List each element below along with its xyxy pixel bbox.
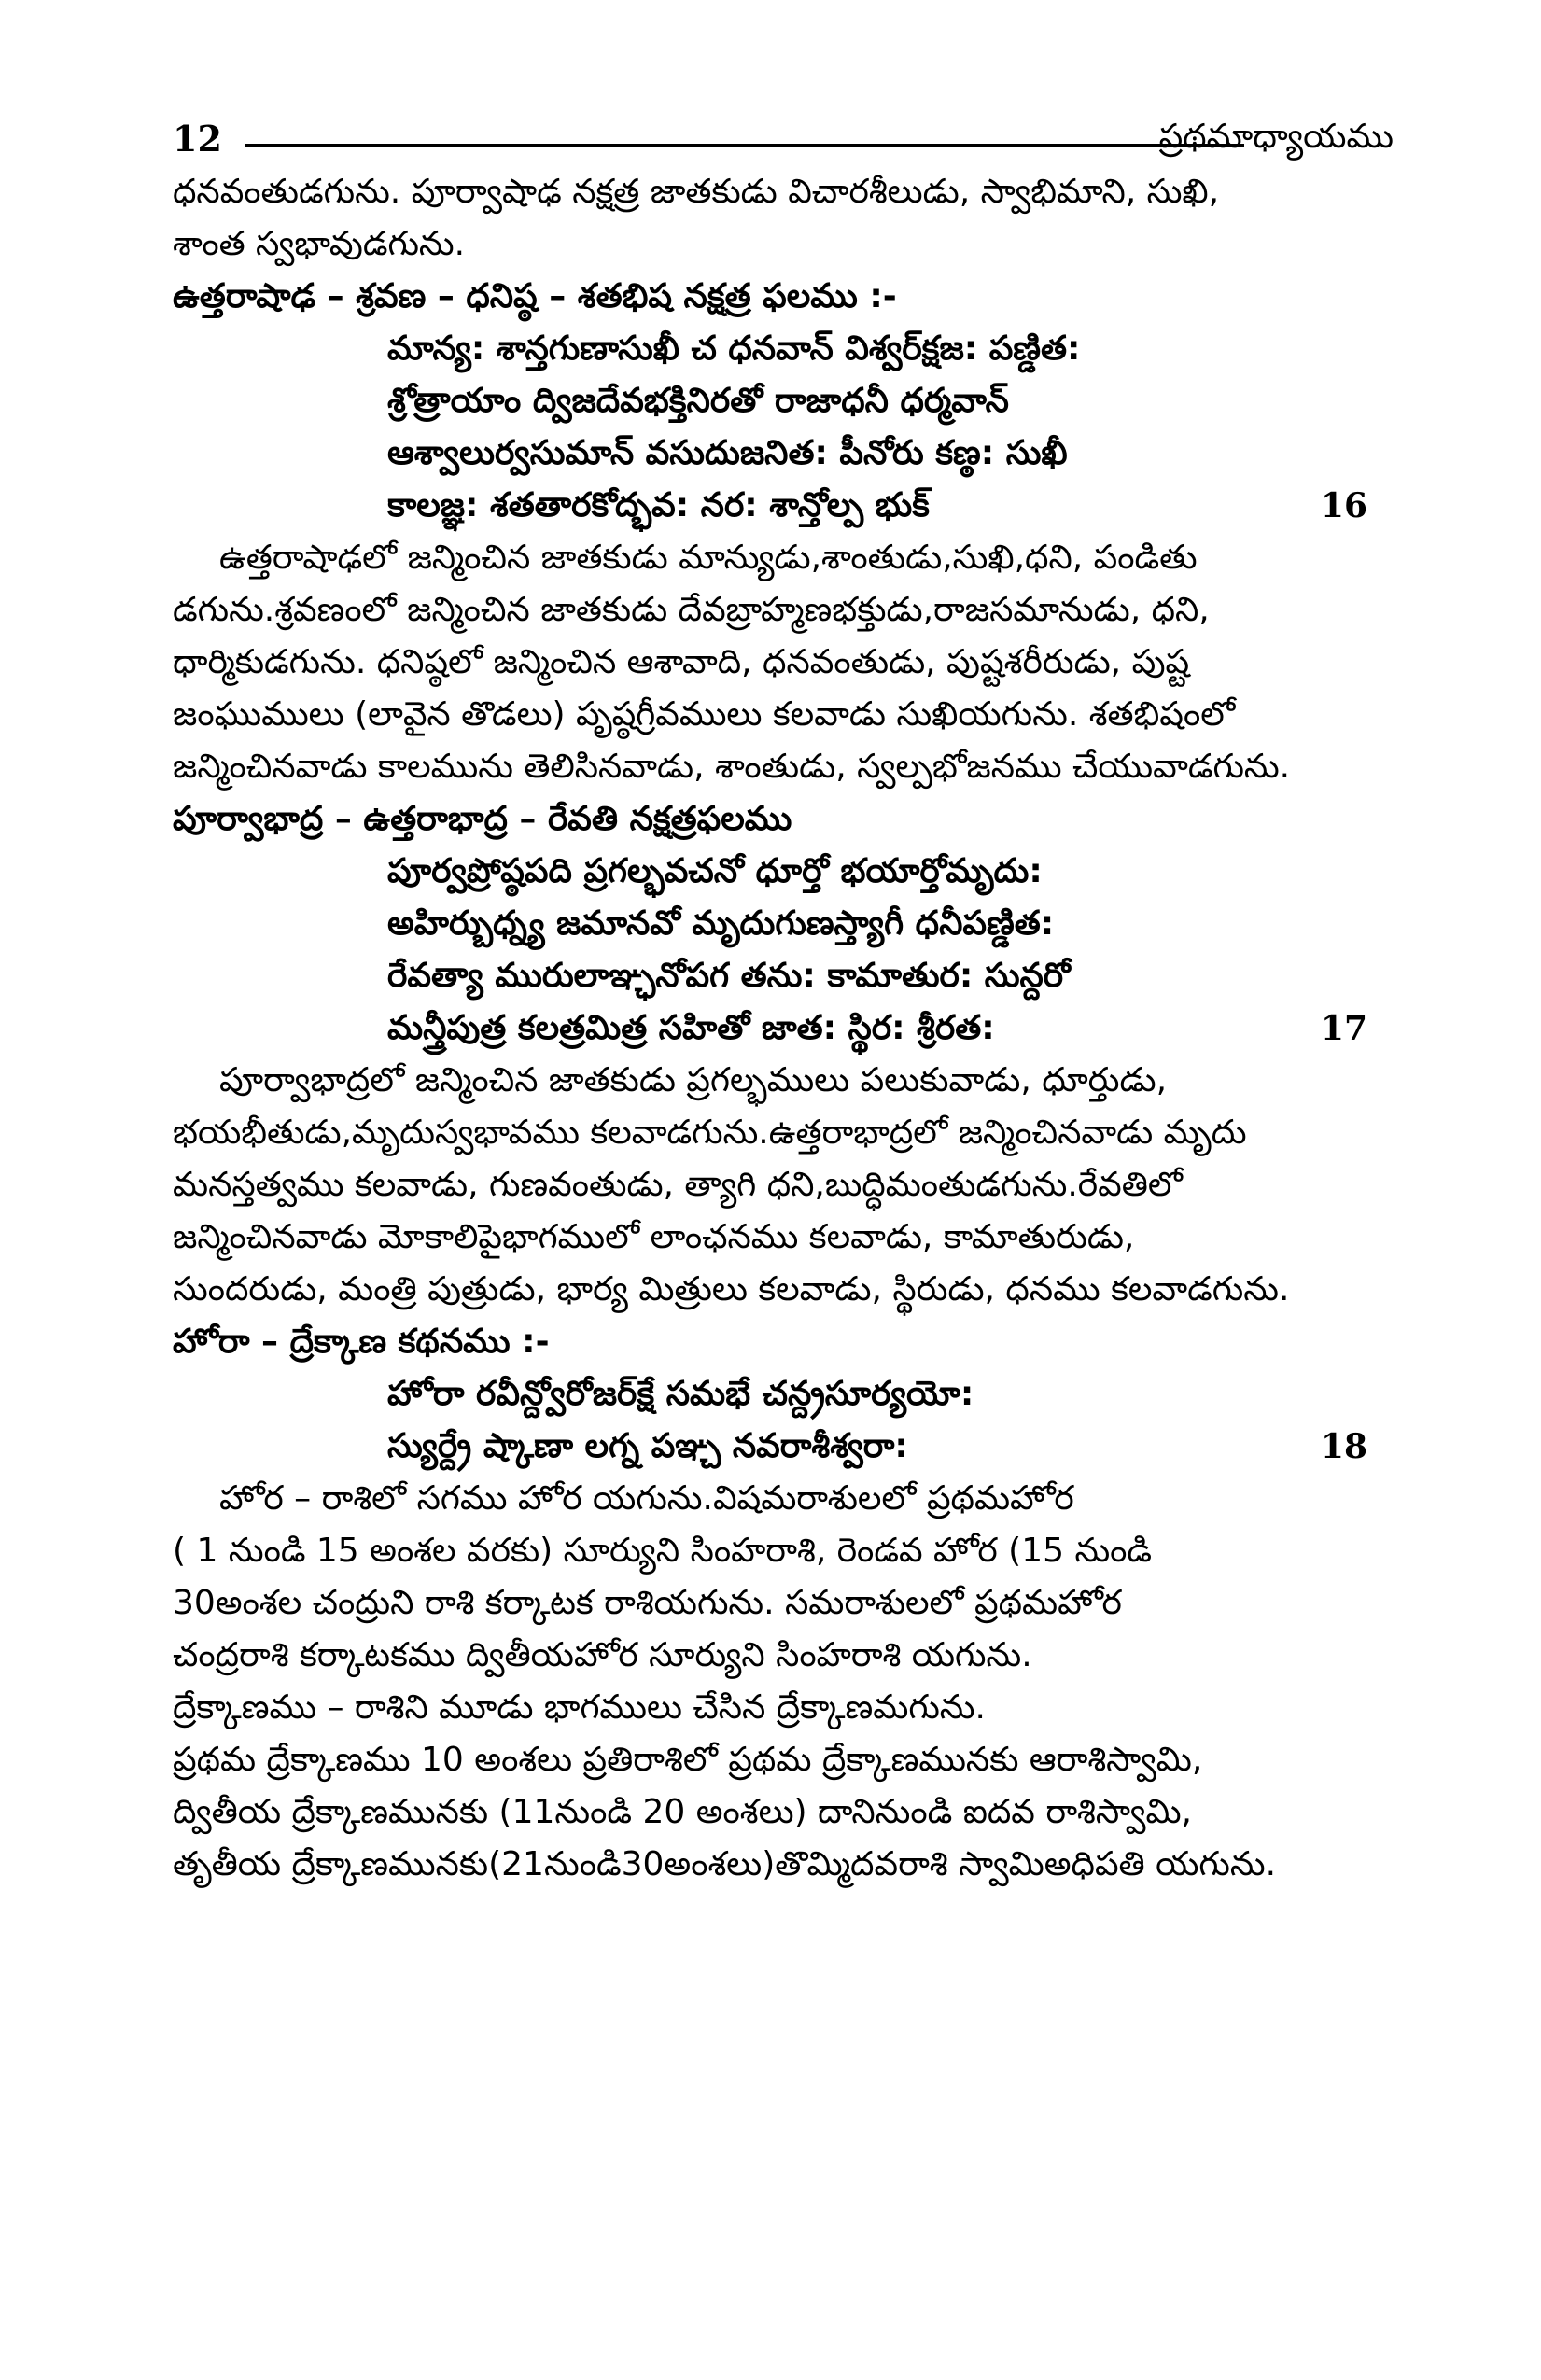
section-heading bbox=[173, 1316, 1405, 1368]
verse-number: 18 bbox=[1320, 1427, 1367, 1466]
body-line bbox=[173, 1734, 1405, 1786]
line-text: రేవత్యా మురులాఞ్ఛనోపగ తను: కామాతుర: సున్దరో bbox=[387, 957, 1071, 995]
header-rule bbox=[245, 144, 1244, 147]
page-header bbox=[173, 110, 1394, 166]
verse-line bbox=[173, 1002, 1405, 1055]
body-line bbox=[173, 532, 1405, 584]
line-text: పూర్వాభాద్ర – ఉత్తరాభాద్ర – రేవతి నక్షత్రఫలము bbox=[173, 800, 792, 838]
line-text: మాన్య: శాన్తగుణాసుఖీ చ ధనవాన్ విశ్వర్‌క్షజ: పణ్డిత: bbox=[387, 329, 1081, 368]
section-heading bbox=[173, 271, 1405, 323]
body-line bbox=[173, 584, 1405, 637]
line-text: డగును.శ్రవణంలో జన్మించిన జాతకుడు దేవబ్రాహ్మణభక్తుడు,రాజసమానుడు, ధని, bbox=[173, 591, 1210, 629]
line-text: భయభీతుడు,మృదుస్వభావము కలవాడగును.ఉత్తరాభాద్రలో జన్మించినవాడు మృదు bbox=[173, 1113, 1247, 1152]
line-text: మన్త్రీపుత్ర కలత్రమిత్ర సహితో జాత: స్థిర: శ్రీరత: bbox=[387, 1009, 995, 1047]
body-line bbox=[173, 741, 1405, 793]
section-heading bbox=[173, 793, 1405, 846]
line-text: ధార్మికుడగును. ధనిష్ఠలో జన్మించిన ఆశావాది, ధనవంతుడు, పుష్టశరీరుడు, పుష్ట bbox=[173, 643, 1190, 681]
line-text: జన్మించినవాడు మోకాలిపైభాగములో లాంఛనము కలవాడు, కామాతురుడు, bbox=[173, 1218, 1135, 1256]
line-text: స్యుర్ద్రే ష్కాణా లగ్న పఞ్చ నవరాశీశ్వరా: bbox=[387, 1427, 908, 1465]
line-text: ద్రేక్కాణము – రాశిని మూడు భాగములు చేసిన ద్రేక్కాణమగును. bbox=[173, 1688, 986, 1727]
body-line bbox=[173, 1525, 1405, 1577]
line-text: హోరా – ద్రేక్కాణ కథనము :- bbox=[173, 1323, 550, 1361]
running-title: ప్రథమాధ్యాయము bbox=[1158, 118, 1394, 156]
body-line bbox=[173, 1211, 1405, 1264]
line-text: ఉత్తరాషాఢలో జన్మించిన జాతకుడు మాన్యుడు,శాంతుడు,సుఖి,ధని, పండితు bbox=[219, 539, 1198, 577]
verse-line bbox=[173, 480, 1405, 532]
page-body bbox=[173, 166, 1405, 1891]
line-text: పూర్వాభాద్రలో జన్మించిన జాతకుడు ప్రగల్భములు పలుకువాడు, ధూర్తుడు, bbox=[219, 1061, 1168, 1099]
line-text: ద్వితీయ ద్రేక్కాణమునకు (11నుండి 20 అంశలు) దానినుండి ఐదవ రాశిస్వామి, bbox=[173, 1793, 1192, 1831]
verse-number: 16 bbox=[1320, 486, 1367, 525]
verse-line bbox=[173, 950, 1405, 1002]
line-text: 30అంశల చంద్రుని రాశి కర్కాటక రాశియగును. సమరాశులలో ప్రథమహోర bbox=[173, 1584, 1122, 1622]
body-line bbox=[173, 1107, 1405, 1159]
verse-line bbox=[173, 1368, 1405, 1421]
body-line bbox=[173, 166, 1405, 218]
verse-line bbox=[173, 427, 1405, 480]
verse-line bbox=[173, 1421, 1405, 1473]
line-text: జంఘుములు (లావైన తొడలు) పృష్ఠగ్రీవములు కలవాడు సుఖియగును. శతభిషంలో bbox=[173, 695, 1236, 734]
line-text: మనస్తత్వము కలవాడు, గుణవంతుడు, త్యాగి ధని,బుద్ధిమంతుడగును.రేవతిలో bbox=[173, 1166, 1183, 1204]
line-text: ఆశ్వాలుర్వసుమాన్ వసుదుజనిత: పీనోరు కణ్ఠ: సుఖీ bbox=[387, 434, 1068, 472]
line-text: ధనవంతుడగును. పూర్వాషాఢ నక్షత్ర జాతకుడు విచారశీలుడు, స్వాభిమాని, సుఖి, bbox=[173, 173, 1220, 211]
verse-line bbox=[173, 375, 1405, 427]
body-line bbox=[173, 689, 1405, 741]
body-line bbox=[173, 1159, 1405, 1211]
body-line bbox=[173, 1473, 1405, 1525]
line-text: శాంత స్వభావుడగును. bbox=[173, 225, 466, 263]
line-text: జన్మించినవాడు కాలమును తెలిసినవాడు, శాంతుడు, స్వల్పభోజనము చేయువాడగును. bbox=[173, 748, 1291, 786]
verse-line bbox=[173, 898, 1405, 950]
body-line bbox=[173, 637, 1405, 689]
body-line bbox=[173, 1682, 1405, 1734]
verse-line bbox=[173, 323, 1405, 375]
line-text: ( 1 నుండి 15 అంశల వరకు) సూర్యుని సింహరాశి, రెండవ హోర (15 నుండి bbox=[173, 1532, 1153, 1570]
body-line bbox=[173, 1839, 1405, 1891]
page-number: 12 bbox=[173, 118, 222, 160]
line-text: కాలజ్ఞ: శతతారకోద్భవ: నర: శాన్తోల్ప భుక్ bbox=[387, 486, 930, 525]
body-line bbox=[173, 1630, 1405, 1682]
line-text: ప్రథమ ద్రేక్కాణము 10 అంశలు ప్రతిరాశిలో ప్రథమ ద్రేక్కాణమునకు ఆరాశిస్వామి, bbox=[173, 1741, 1203, 1779]
body-line bbox=[173, 1055, 1405, 1107]
line-text: హోరా రవీన్ద్వోరోజర్‌క్షే సమభే చన్ద్రసూర్యయో: bbox=[387, 1375, 974, 1413]
line-text: అహిర్బుధ్న్య జమానవో మృదుగుణస్త్యాగీ ధనీపణ్డిత: bbox=[387, 904, 1055, 943]
line-text: హోర – రాశిలో సగము హోర యగును.విషమరాశులలో ప్రథమహోర bbox=[219, 1479, 1074, 1518]
line-text: ఉత్తరాషాఢ – శ్రవణ – ధనిష్ఠ – శతభిష నక్షత్ర ఫలము :- bbox=[173, 277, 897, 315]
line-text: పూర్వప్రోష్ఠపది ప్రగల్భవచనో ధూర్తో భయార్తోమృదు: bbox=[387, 852, 1043, 890]
verse-line bbox=[173, 846, 1405, 898]
line-text: చంద్రరాశి కర్కాటకము ద్వితీయహోర సూర్యుని సింహరాశి యగును. bbox=[173, 1636, 1032, 1674]
body-line bbox=[173, 1577, 1405, 1630]
body-line bbox=[173, 218, 1405, 271]
verse-number: 17 bbox=[1320, 1009, 1367, 1048]
line-text: శ్రోత్రాయాం ద్విజదేవభక్తినిరతో రాజాధనీ ధర్మవాన్ bbox=[387, 382, 1009, 420]
body-line bbox=[173, 1264, 1405, 1316]
line-text: తృతీయ ద్రేక్కాణమునకు(21నుండి30అంశలు)తొమ్మిదవరాశి స్వామిఅధిపతి యగును. bbox=[173, 1845, 1277, 1883]
line-text: సుందరుడు, మంత్రి పుత్రుడు, భార్య మిత్రులు కలవాడు, స్థిరుడు, ధనము కలవాడగును. bbox=[173, 1270, 1290, 1309]
body-line bbox=[173, 1786, 1405, 1839]
